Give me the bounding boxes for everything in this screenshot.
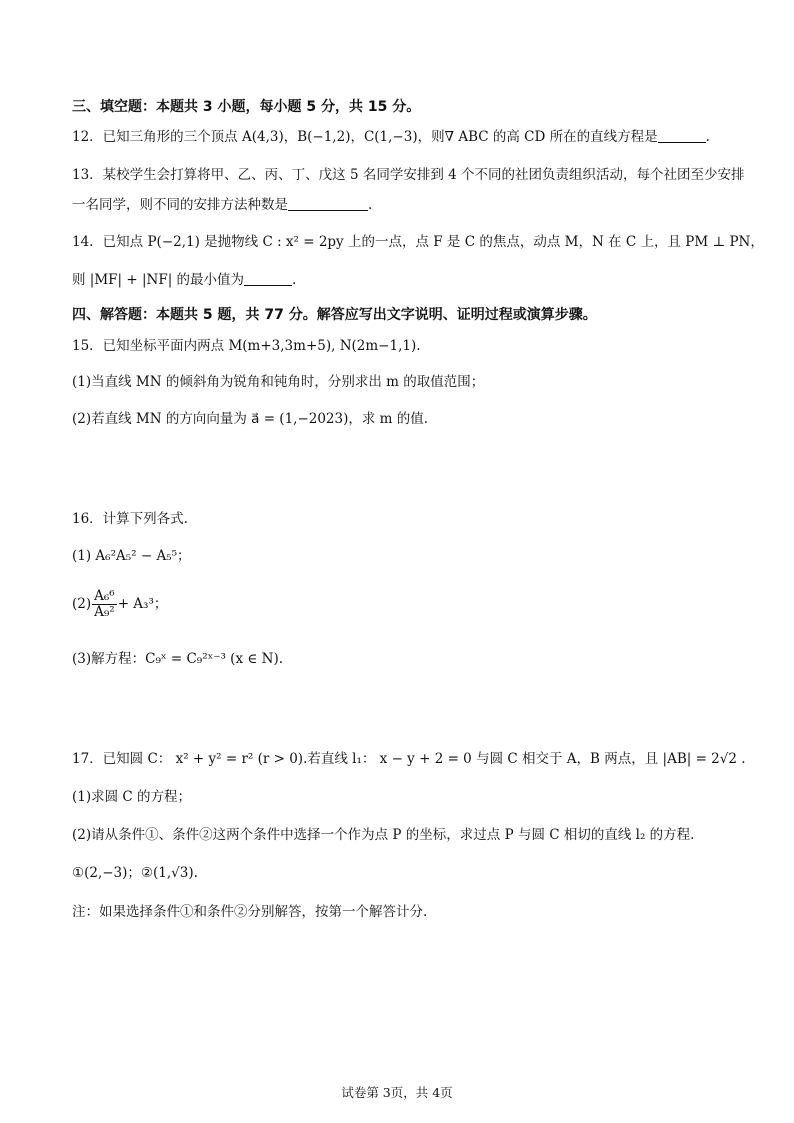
question-15-stem: 15．已知坐标平面内两点 M(m+3,3m+5), N(2m−1,1). — [72, 338, 421, 354]
question-13-line-1: 13．某校学生会打算将甲、乙、丙、丁、戊这 5 名同学安排到 4 个不同的社团负责组织活动，每个社团至少安排 — [72, 167, 745, 183]
question-17-stem: 17．已知圆 C： x² + y² = r² (r > 0).若直线 l₁： x − y + 2 = 0 与圆 C 相交于 A，B 两点，且 |AB| = 2√2 . — [72, 751, 746, 767]
answer-blank-14 — [244, 272, 292, 286]
question-12 — [72, 128, 734, 146]
question-14-line-1: 14．已知点 P(−2,1) 是抛物线 C : x² = 2py 上的一点，点 F 是 C 的焦点，动点 M，N 在 C 上，且 PM ⊥ PN， — [72, 234, 764, 250]
question-16-part-1: (1) A₆²A₅² − A₅⁵； — [72, 548, 191, 564]
fraction-denominator: A₉² — [94, 604, 115, 620]
page-footer: 试卷第 3页，共 4页 — [341, 1085, 453, 1100]
question-17-note: 注：如果选择条件①和条件②分别解答，按第一个解答计分. — [72, 904, 428, 920]
question-17-conditions: ①(2,−3)；②(1,√3). — [72, 865, 198, 881]
question-15-part-1: (1)当直线 MN 的倾斜角为锐角和钝角时，分别求出 m 的取值范围； — [72, 374, 485, 390]
section-4-heading: 四、解答题：本题共 5 题，共 77 分。解答应写出文字说明、证明过程或演算步骤。 — [72, 307, 597, 323]
question-12-end: . — [705, 129, 710, 145]
question-12-text: 12．已知三角形的三个顶点 A(4,3)，B(−1,2)，C(1,−3)，则∇ ABC 的高 CD 所在的直线方程是 — [72, 129, 658, 145]
question-13-end: . — [368, 197, 373, 213]
question-16-stem: 16．计算下列各式. — [72, 511, 188, 527]
question-16-fraction — [92, 589, 117, 620]
section-3-heading: 三、填空题：本题共 3 小题，每小题 5 分，共 15 分。 — [72, 99, 421, 115]
question-16-part-2-rest: + A₃³； — [117, 596, 168, 612]
question-14-end: . — [292, 272, 297, 288]
question-16-part-2 — [72, 588, 734, 620]
question-17-part-1: (1)求圆 C 的方程； — [72, 789, 192, 805]
question-17-part-2: (2)请从条件①、条件②这两个条件中选择一个作为点 P 的坐标，求过点 P 与圆 C 相切的直线 l₂ 的方程. — [72, 827, 695, 843]
answer-blank-13 — [288, 197, 368, 211]
question-16-part-3: (3)解方程：C₉ˣ = C₉²ˣ⁻³ (x ∈ N). — [72, 651, 284, 667]
fraction-numerator: A₆⁶ — [94, 588, 115, 604]
answer-blank-12 — [658, 129, 706, 143]
question-15-part-2: (2)若直线 MN 的方向向量为 a⃗ = (1,−2023)，求 m 的值. — [72, 411, 429, 427]
question-13-text: 一名同学，则不同的安排方法种数是 — [72, 197, 288, 213]
question-16-part-2-label: (2) — [72, 596, 92, 612]
question-13-line-2 — [72, 196, 734, 214]
question-14-line-2 — [72, 271, 734, 289]
question-14-text: 则 |MF| + |NF| 的最小值为 — [72, 272, 245, 288]
